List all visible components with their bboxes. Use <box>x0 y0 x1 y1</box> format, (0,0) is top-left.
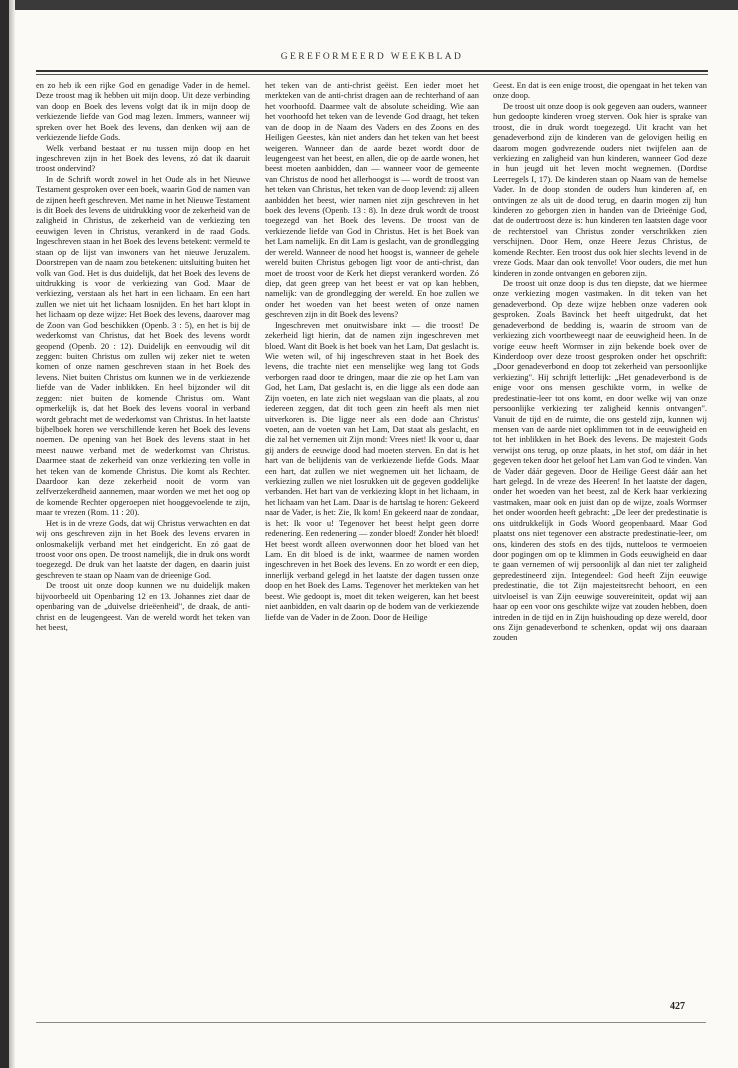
scan-top-edge <box>0 0 738 10</box>
scan-binding-edge <box>0 0 9 1068</box>
paragraph: Welk verband bestaat er nu tussen mijn doop en het ingeschreven zijn in het Boek des levens, zó dat ik daaruit troost ondervind? <box>36 142 250 174</box>
paragraph: Het is in de vreze Gods, dat wij Christus verwachten en dat wij ons geschreven zijn in het Boek des levens ervaren in onlosmakelijk verband met het eindgericht. En zó gaat de troost voor ons open. De troost namelijk, die in druk ons wordt toegezegd. De druk van het laatste der dagen, en daarin juist geschreven te staan op Naam van de drieenige God. <box>36 517 250 580</box>
paragraph: De troost uit onze doop is dus ten diepste, dat we hiermee onze verkiezing mogen vastmaken. In dit teken van het genadeverbond. Op deze wijze hebben onze vaderen ook gesproken. Zoals Bavinck het heeft uitgedrukt, dat het genadeverbond de bedding is, waarin de stroom van de verkiezing zich voortbeweegt naar de eeuwigheid heen. In de vorige eeuw heeft Wormser in zijn bekende boek over de Kinderdoop over deze troost gesproken onder het opschrift: „Door genadeverbond en doop tot zekerheid van persoonlijke verkiezing". Hij schrijft letterlijk: „Het genadeverbond is de enige voor ons mensen geschikte vorm, in welke de predestinatie-leer tot ons komt, en door welke wij van onze persoonlijke verkiezing ter zaligheid kennis ontvangen". Vanuit de tijd en de ruimte, die ons gesteld zijn, kunnen wij mensen van de aarde niet opklimmen tot in de eeuwigheid en tot het inblikken in het Boek des levens. De majesteit Gods verwijst ons terug, op onze plaats, in het stof, om dáár in het gegeven teken door het geloof het Lam van God te vinden. Van de Vader dáár gegeven. Door de Heilige Geest dáár aan het hart gelegd. In de vreze des Heeren! In het laatste der dagen, onder het woeden van het beest, zal de Kerk haar verkiezing vastmaken, maar ook en juist dan op de wijze, zoals Wormser het onder woorden heeft gebracht: „De leer der predestinatie is ons uitdrukkelijk in Gods Woord geopenbaard. Maar God plaatst ons niet tegenover een abstracte predestinatie-leer, om ons, kinderen des stofs en des tijds, nutteloos te vermoeien door pogingen om op te klimmen in Gods eeuwigheid en daar te gaan vernemen of wij persoonlijk al dan niet ter zaligheid gepredestineerd zijn. Integendeel: God heeft Zijn eeuwige predestinatie, die tot Zijn majesteitsrecht behoort, en een uitvloeisel is van Zijn eeuwige souvereiniteit, opdat wij aan haar op een voor ons geschikte wijze vat zouden hebben, doen intreden in de tijd en in Zijn huishouding op deze wereld, door ons Zijn genadeverbond te schenken, opdat wij ons daaraan zouden <box>493 278 707 643</box>
paragraph: In de Schrift wordt zowel in het Oude als in het Nieuwe Testament gesproken over een boek, waarin God de namen van de zijnen heeft geschreven. Met name in het Nieuwe Testament is dit Boek des levens de uitdrukking voor de zekerheid van de zaligheid in Christus, de zekerheid van de verkiezing ten eeuwigen leven in Christus, verankerd in de raad Gods. Ingeschreven staan in het Boek des levens betekent: vermeld te staan op de lijst van inwoners van het nieuwe Jeruzalem. Doorstrepen van de naam zou betekenen: uitsluiting buiten het volk van God. Het is dus duidelijk, dat het Boek des levens de uitdrukking is voor de verkiezing van God. Maar de verkiezing, verstaan als het hart in een lichaam. En een hart zullen we niet uit het lichaam losnijden. En het hart klopt in het lichaam op deze wijze: Het Boek des levens, daarover mag de Zoon van God beschikken (Openb. 3 : 5), en het is bij de wederkomst van Christus, dat het Boek des levens wordt geopend (Openb. 20 : 12). Duidelijk en eenvoudig wil dit zeggen: buiten Christus om zullen wij zeker niet te weten komen of onze namen geschreven staan in het Boek des levens. Niet buiten Christus om kunnen we in de verkiezende liefde van de Vader inblikken. En heel bijzonder wil dit zeggen: niet buiten de komende Christus om. Want opmerkelijk is, dat het Boek des levens vooral in verband wordt gebracht met de wederkomst van Christus. In het laatste bijbelboek horen we verschillende keren het Boek des levens noemen. De opening van het Boek des levens staat in het meest nauwe verband met de wederkomst van Christus. Daarmee staat de zekerheid van onze verkiezing ten volle in het teken van de komende Christus. Die komt als Rechter. Daardoor kan deze zekerheid nooit de vorm van zelfverzekerdheid aannemen, maar worden we met het oog op de komende Rechter opgeroepen niet hooggevoelende te zijn, maar te vrezen (Rom. 11 : 20). <box>36 173 250 518</box>
paragraph: het teken van de anti-christ geëist. Een ieder moet het merkteken van de anti-christ dragen aan de rechterhand of aan het voorhoofd. Daarmee valt de absolute scheiding. Wie aan het voorhoofd het teken van de levende God draagt, het teken van de doop in de Naam des Vaders en des Zoons en des Heiligen Geestes, kàn niet anders dan het teken van het beest weigeren. Wanneer dan de aarde bezet wordt door de leugengeest van het beest, en allen, die op de aarde wonen, het beest moeten aanbidden, dan — wanneer voor de gemeente van Christus de nood het allerhoogst is — wordt de troost van het teken van Christus, het teken van de doop levend: zij alleen aanbidden het beest, wier namen niet zijn geschreven in het boek des levens (Openb. 13 : 8). In deze druk wordt de troost toegezegd van het Boek des levens. De troost van de verkiezende liefde van God in Christus. Het is het Boek van het Lam namelijk. En dit Lam is geslacht, van de grondlegging der wereld. Wanneer de nood het hoogst is, wanneer de gehele wereld buiten Christus gebogen ligt voor de anti-christ, dan moet de troost voor de Kerk het diepst verankerd worden. Zó diep, dat geen greep van het beest er vat op kan hebben, namelijk: van de grondlegging der wereld. En hoe zullen we onder het woeden van het beest weten of onze namen geschreven zijn in dit Boek des levens? <box>265 80 479 320</box>
page-number: 427 <box>670 1001 685 1012</box>
paragraph: De troost uit onze doop is ook gegeven aan ouders, wanneer hun gedoopte kinderen vroeg sterven. Ook hier is sprake van troost, die in druk wordt toegezegd. Uit kracht van het genadeverbond zijn de kinderen van de gelovigen heilig en daarom mogen godvrezende ouders niet twijfelen aan de verkiezing en zaligheid van hun kinderen, wanneer God deze in hun jeugd uit het leven mocht wegnemen. (Dordtse Leerregels I, 17). De kinderen staan op Naam van de hemelse Vader. In de doop stonden de ouders hun kinderen af, en ontvingen ze als uit de dood terug, en daarin mogen zij hun kinderen zo geborgen zien in handen van de Drieënige God, dat de oudertroost deze is: hun kinderen ten laatsten dage voor de rechterstoel van Christus zonder verschrikken zien verschijnen. Door Hem, onze Heere Jezus Christus, de komende Rechter. Een troost dus ook hier slechts levend in de vreze Gods. Maar dan ook tenvolle! Voor ouders, die met hun kinderen in zonde ontvangen en geboren zijn. <box>493 100 707 278</box>
paragraph: en zo heb ik een rijke God en genadige Vader in de hemel. Deze troost mag ik hebben uit mijn doop. Uit deze verbinding van doop en Boek des levens volgt dat ik in mijn doop de verkiezende liefde van God mag lezen. Immers, wanneer wij spreken over het Boek des levens, dan denken wij aan de verkiezende liefde Gods. <box>36 80 250 143</box>
column-1 <box>36 80 250 1000</box>
header-rule-thick <box>36 70 708 72</box>
paragraph: Ingeschreven met onuitwisbare inkt — die troost! De zekerheid ligt hierin, dat de namen zijn ingeschreven met bloed. Want dit Boek is het boek van het Lam, Dat geslacht is. Wie weten wil, of hij ingeschreven staat in het Boek des levens, die trachte niet een menselijke weg lang tot Gods verborgen raad door te dringen, maar die zie op het Lam van God, het Lam, Dat geslacht is, en die ligge als een dode aan Zijn voeten, en late zich niet wegslaan van die plaats, al zou iedereen zeggen, dat dit toch geen zin heeft als men niet uitverkoren is. Die ligge neer als een dode aan Christus' voeten, aan de voeten van het Lam, Dat staat als geslacht, en die zal het vernemen uit Zijn mond: Vrees niet! Ik voor u, daar gij anders de eeuwige dood had moeten sterven. En dat is het hart van de belijdenis van de verkiezende liefde Gods. Maar een hart, dat zullen we niet wegnemen uit het lichaam, de verkiezing zullen we niet losrukken uit de gegeven goddelijke verbanden. Het hart van de verkiezing klopt in het lichaam, in het lichaam van het Lam. Daar is de hartslag te horen: Gekeerd naar de Vader, is het: Zie, Ik kom! En gekeerd naar de zondaar, is het: Ik voor u! Tegenover het beest helpt geen dorre redenering. Een redenering — zonder bloed! Zonder hèt bloed! Het beest wordt alleen overwonnen door het bloed van het Lam. En dit bloed is de inkt, waarmee de namen worden ingeschreven in het Boek des levens. En zo wordt er een diep, innerlijk verband gelegd in het laatste der dagen tussen onze doop en het Boek des Lams. Tegenover het merkteken van het beest. Wie gedoopt is, moet dit teken weigeren, kan het beest niet aanbidden, en valt daarin op de bodem van de verkiezende liefde van de Vader in de Zoon. Door de Heilige <box>265 319 479 622</box>
footer-rule <box>36 1022 706 1023</box>
running-head: GEREFORMEERD WEEKBLAD <box>280 52 464 62</box>
paragraph: De troost uit onze doop kunnen we nu duidelijk maken bijvoorbeeld uit Openbaring 12 en 13. Johannes ziet daar de openbaring van de „duivelse drieëenheid", de draak, de anti-christ en de leugengeest. Van de wereld wordt het teken van het beest, <box>36 580 250 632</box>
column-2 <box>265 80 479 1000</box>
paragraph: Geest. En dat is een enige troost, die opengaat in het teken van onze doop. <box>493 80 707 101</box>
article-columns <box>36 80 706 1000</box>
column-3 <box>493 80 707 1000</box>
header-rule-thin <box>36 74 708 75</box>
page-header <box>36 52 708 78</box>
scan-binding-shadow <box>9 0 15 1068</box>
